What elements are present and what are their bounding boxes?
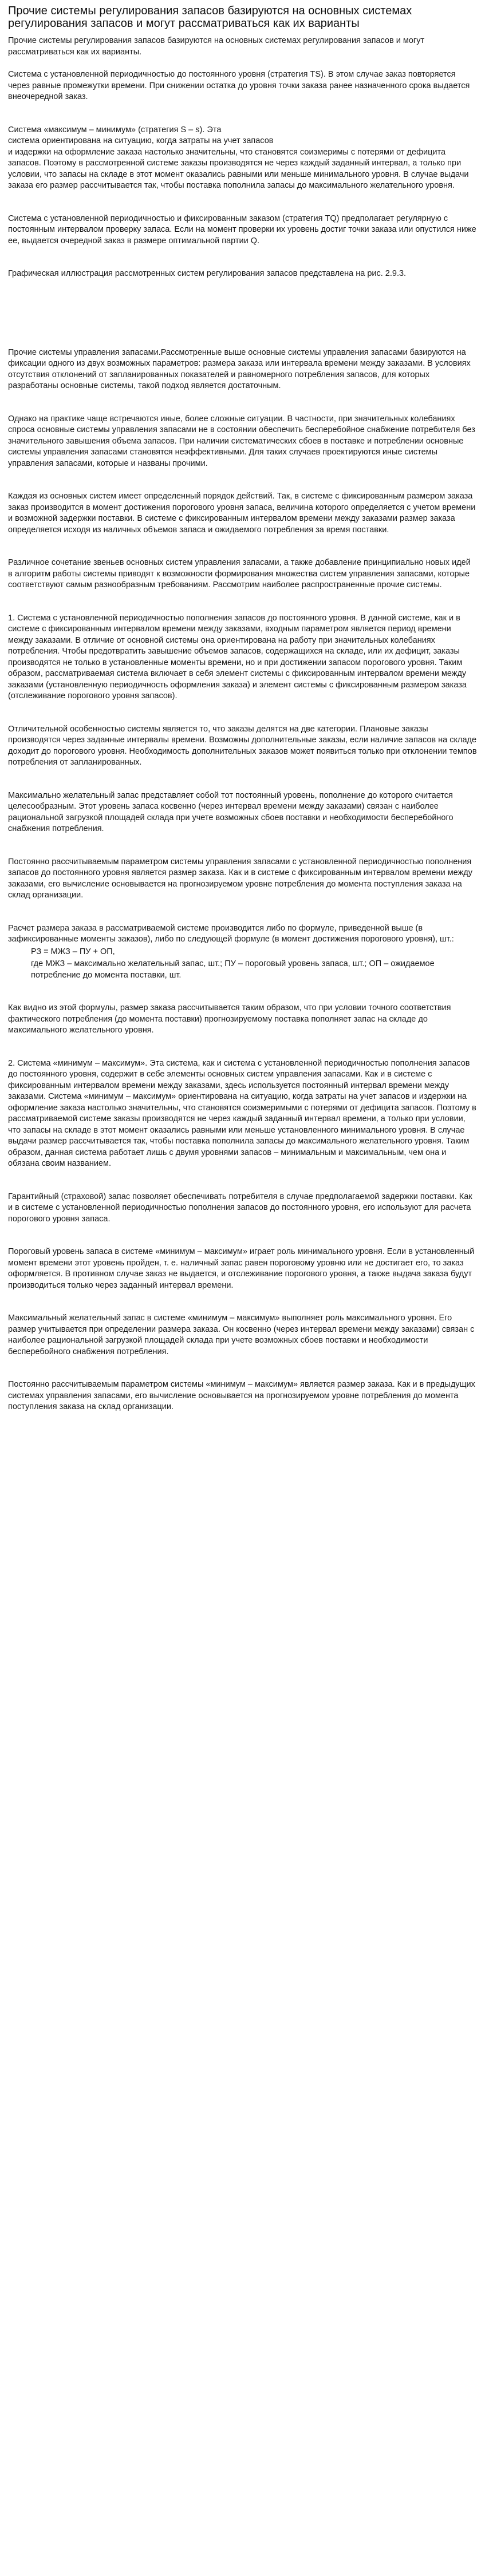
paragraph-order-actions: Каждая из основных систем имеет определенный порядок действий. Так, в системе с фиксированным размером заказа заказ производится в момент достижения порогового уровня запаса, величина которого определяется с учетом времени и возможной задержки поставки. В системе с фиксированным интервалом времени между заказами размер заказа определяется исходя из наличных объемов запаса и ожидаемого потребления за время поставки. [8,492,476,535]
formula-legend: где МЖЗ – максимально желательный запас, шт.; ПУ – пороговый уровень запаса, шт.; ОП – ожидаемое потребление до момента поставки, шт. [31,959,435,980]
paragraph-distinctive-feature: Отличительной особенностью системы является то, что заказы делятся на две категории. Плановые заказы производятся через заданные интервалы времени. Возможны дополнительные заказы, если наличие запасов на складе доходит до порогового уровня. Необходимость дополнительных заказов может появиться только при отклонении темпов потребления от запланированных. [8,724,477,767]
paragraph-min-max-order-size: Постоянно рассчитываемым параметром системы «минимум – максимум» является размер заказа. Как и в предыдущих системах управления запасами, его вычисление основывается на прогнозируемом уровне потребления до момента поступления заказа на склад организации. [8,1380,475,1411]
paragraph-max-level: Максимальный желательный запас в системе «минимум – максимум» выполняет роль максимального уровня. Его размер учитывается при определении размера заказа. Он косвенно (через интервал времени между заказами) связан с наиболее рациональной загрузкой площадей склада при учете возможных сбоев поставки и необходимости бесперебойного снабжения потребления. [8,1313,475,1356]
paragraph-order-calculation: Расчет размера заказа в рассматриваемой системе производится либо по формуле, приведенной выше (в зафиксированные моменты заказов), либо по следующей формуле (в момент достижения порогового уровня), шт.: [8,923,454,944]
paragraph-max-desired-stock: Максимально желательный запас представляет собой тот постоянный уровень, пополнение до которого считается целесообразным. Этот уровень запаса косвенно (через интервал времени между заказами) связан с наиболее рациональной загрузкой площадей склада при учете возможных сбоев поставки и необходимости бесперебойного снабжения потребления. [8,790,454,833]
paragraph-intro: Прочие системы регулирования запасов базируются на основных системах регулирования запасов и могут рассматриваться как их варианты. [8,36,425,57]
paragraph-practice: Однако на практике чаще встречаются иные, более сложные ситуации. В частности, при значительных колебаниях спроса основные системы управления запасами не в состоянии обеспечить бесперебойное снабжение потребителя без значительного завышения объема запасов. При наличии систематических сбоев в поставке и потреблении основные системы управления запасами становятся неэффективными. Для таких случаев проектируются иные системы управления запасами, которые и названы прочими. [8,414,475,468]
paragraph-other-systems: Прочие системы управления запасами.Рассмотренные выше основные системы управления запасами базируются на фиксации одного из двух возможных параметров: размера заказа или интервала времени между заказами. В условиях отсутствия отклонений от запланированных показателей и равномерного потребления запасов, для которых разработаны основные системы, такой подход является достаточным. [8,347,471,390]
paragraph-order-size-parameter: Постоянно рассчитываемым параметром системы управления запасами с установленной периодичностью пополнения запасов до постоянного уровня является размер заказа. Как и в системе с фиксированным интервалом времени между заказами, его вычисление основывается на прогнозируемом уровне потребления до момента поступления заказа на склад организации. [8,857,472,900]
paragraph-formula-explained: Как видно из этой формулы, размер заказа рассчитывается таким образом, что при условии точного соответствия фактического потребления (до момента поставки) прогнозируемому поставка пополняет запас на складе до максимального желательного уровня. [8,1003,451,1035]
paragraph-combinations: Различное сочетание звеньев основных систем управления запасами, а также добавление принципиально новых идей в алгоритм работы системы приводят к возможности формирования множества систем управления запасами, которые соответствуют самым разнообразным требованиям. Рассмотрим наиболее распространенные прочие системы. [8,558,471,589]
order-size-formula: РЗ = МЖЗ – ПУ + ОП, [31,947,115,956]
paragraph-tq-system: Система с установленной периодичностью и фиксированным заказом (стратегия TQ) предполагает регулярную с постоянным интервалом проверку запаса. Если на момент проверки их уровень достиг точки заказа или опустился ниже ее, выдается очередной заказ в размере оптимальной партии Q. [8,213,476,246]
paragraph-ts-system: Система с установленной периодичностью до постоянного уровня (стратегия TS). В этом случае заказ повторяется через равные промежутки времени. При снижении остатка до уровня точки заказа ранее назначенного срока выдается внеочередной заказ. [8,70,470,101]
paragraph-threshold-level: Пороговый уровень запаса в системе «минимум – максимум» играет роль минимального уровня. Если в установленный момент времени этот уровень пройден, т. е. наличный запас равен пороговому уровню или не достигает его, то заказ оформляется. В противном случае заказ не выдается, и отслеживание порогового уровня, а также выдача заказа будут производиться только через заданный интервал времени. [8,1247,475,1290]
paragraph-min-max-strategy: Система «максимум – минимум» (стратегия S – s). Эта система ориентирована на ситуацию, когда затраты на учет запасов и издержки на оформление заказа настолько значительны, что становятся соизмеримы с потерями от дефицита запасов. Поэтому в рассмотренной системе заказы производятся не через каждый заданный интервал, а только при условии, что запасы на складе в этот момент оказались равными или меньше минимального уровня. В случае выдачи заказа его размер рассчитывается так, чтобы поставка пополнила запасы до максимального желательного уровня. [8,125,469,190]
paragraph-safety-stock: Гарантийный (страховой) запас позволяет обеспечивать потребителя в случае предполагаемой задержки поставки. Как и в системе с установленной периодичностью пополнения запасов до постоянного уровня, его используют для расчета порогового уровня запаса. [8,1192,472,1224]
paragraph-figure-reference: Графическая иллюстрация рассмотренных систем регулирования запасов представлена на рис. 2.9.3. [8,269,407,278]
paragraph-system-2: 2. Система «минимум – максимум». Эта система, как и система с установленной периодичностью пополнения запасов до постоянного уровня, содержит в себе элементы основных систем управления запасами. Как и в системе с фиксированным интервалом времени между заказами, здесь используется постоянный интервал времени между заказами. Система «минимум – максимум» ориентирована на ситуацию, когда затраты на учет запасов и издержки на оформление заказа настолько значительны, что становятся соизмеримыми с потерями от дефицита запасов. Поэтому в рассматриваемой системе заказы производятся не через каждый заданный интервал времени, а только при условии, что запасы на складе в этот момент оказались равными или меньше установленного минимального уровня. В случае выдачи размер рассчитывается так, чтобы поставка пополнила запасы до максимального желательного уровня. Таким образом, данная система работает лишь с двумя уровнями запасов – минимальным и максимальным, чем она и обязана своим названием. [8,1058,476,1168]
paragraph-system-1: 1. Система с установленной периодичностью пополнения запасов до постоянного уровня. В данной системе, как и в системе с фиксированным интервалом времени между заказами, входным параметром является период времени между заказами. В отличие от основной системы она ориентирована на работу при значительных колебаниях потребления. Чтобы предотвратить завышение объемов запасов, содержащихся на складе, или их дефицит, заказы производятся не только в установленные моменты времени, но и при достижении запасом порогового уровня. Таким образом, рассматриваемая система включает в себя элемент системы с фиксированным интервалом времени между заказами (установленную периодичность оформления заказа) и элемент системы с фиксированным размером заказа (отслеживание порогового уровня запасов). [8,613,467,701]
article-title: Прочие системы регулирования запасов базируются на основных системах регулирования запасов и могут рассматриваться как их варианты [8,5,412,30]
article-body [8,35,477,1413]
